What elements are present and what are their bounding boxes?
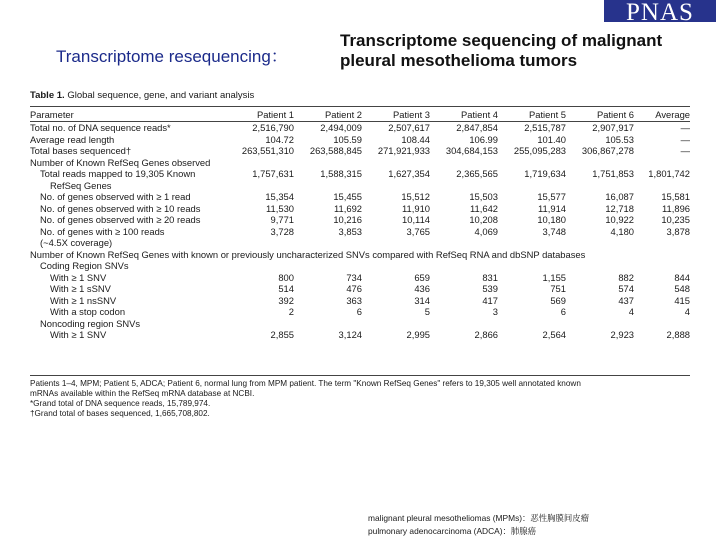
table-caption-text: Global sequence, gene, and variant analysis <box>67 90 255 101</box>
table-row <box>30 122 690 134</box>
table-cell <box>226 237 294 249</box>
table-cell: 263,588,845 <box>309 145 362 156</box>
table-cell: 11,530 <box>266 202 294 214</box>
table-cell: 10,922 <box>605 214 634 225</box>
table-cell: 106.99 <box>469 133 498 145</box>
table-cell: 3,124 <box>338 329 362 340</box>
table-cell: 539 <box>482 283 498 294</box>
table-bottom-rule <box>30 375 690 376</box>
row-label: No. of genes observed with ≥ 20 reads <box>40 214 201 225</box>
table-cell: 11,642 <box>470 202 498 214</box>
table-row <box>30 260 690 272</box>
table-cell <box>294 157 362 169</box>
row-label: With ≥ 1 nsSNV <box>50 294 117 306</box>
table-cell: 314 <box>414 294 430 306</box>
table-cell: 271,921,933 <box>377 145 430 156</box>
table-cell: 304,684,153 <box>445 145 498 156</box>
table-cell: 2,907,917 <box>592 122 634 133</box>
table-cell <box>362 260 430 272</box>
table-cell: — <box>680 133 690 145</box>
table-cell: 476 <box>346 283 362 294</box>
table-cell: 2,507,617 <box>388 122 430 133</box>
table-cell <box>226 180 294 192</box>
table-cell <box>294 180 362 192</box>
row-label: (~4.5X coverage) <box>40 237 113 248</box>
table-row <box>30 237 690 249</box>
table-cell <box>362 180 430 192</box>
table-cell: 101.40 <box>537 133 566 145</box>
row-label: Coding Region SNVs <box>40 260 129 271</box>
table-cell: 11,910 <box>402 202 430 214</box>
row-label: With ≥ 1 SNV <box>50 329 107 340</box>
table-cell: 104.72 <box>265 133 294 145</box>
table-cell: 255,095,283 <box>513 145 566 156</box>
table-cell: 9,771 <box>270 214 294 225</box>
table-cell: 751 <box>550 283 566 294</box>
table-cell: 3,748 <box>542 225 566 237</box>
table-footnotes <box>30 379 692 419</box>
table-cell: 415 <box>674 294 690 306</box>
table-cell: 437 <box>618 294 634 306</box>
table-cell <box>294 237 362 249</box>
table-cell: 831 <box>482 271 498 283</box>
table-cell: 4,069 <box>474 225 498 237</box>
table-cell: 6 <box>356 306 362 317</box>
table-cell: 15,512 <box>401 191 430 202</box>
table-cell: 1,757,631 <box>252 168 294 179</box>
column-header: Patient 3 <box>392 109 430 121</box>
table-cell: 11,692 <box>334 202 362 214</box>
table-cell <box>566 180 634 192</box>
table-row <box>30 134 690 146</box>
table-cell <box>634 318 690 330</box>
column-header: Parameter <box>30 109 74 121</box>
table-cell <box>294 318 362 330</box>
table-cell: 1,627,354 <box>388 168 430 179</box>
table-cell: 2,494,009 <box>320 122 362 133</box>
table-row <box>30 180 690 192</box>
table-row <box>30 318 690 330</box>
row-label: Noncoding region SNVs <box>40 317 141 329</box>
table-cell: 263,551,310 <box>241 145 294 156</box>
table-cell <box>362 318 430 330</box>
footnote: mRNAs available within the RefSeq mRNA database at NCBI. <box>30 389 255 398</box>
table-cell: 800 <box>278 271 294 283</box>
table-cell <box>498 237 566 249</box>
table-cell: 1,155 <box>542 271 566 283</box>
table-cell: 15,354 <box>265 191 294 202</box>
table-cell: 6 <box>560 306 566 317</box>
footnote: Patients 1–4, MPM; Patient 5, ADCA; Patient 6, normal lung from MPM patient. The term "Known RefSeq Genes" refers to 19,305 well annotated known <box>30 379 581 388</box>
table-cell <box>498 180 566 192</box>
table-row <box>30 306 690 318</box>
table-row <box>30 145 690 157</box>
table-cell: 3,765 <box>406 225 430 237</box>
footnote: *Grand total of DNA sequence reads, 15,789,974. <box>30 399 211 408</box>
table-caption <box>30 90 254 101</box>
table-cell <box>566 237 634 249</box>
row-label: Number of Known RefSeq Genes with known or previously uncharacterized SNVs compared with RefSeq RNA and dbSNP databases <box>30 248 586 260</box>
table-cell <box>430 260 498 272</box>
row-label: RefSeq Genes <box>50 179 112 191</box>
row-label: No. of genes with ≥ 100 reads <box>40 225 165 237</box>
column-header: Patient 5 <box>528 109 566 121</box>
table-cell: 2,888 <box>666 329 690 340</box>
glossary-line: malignant pleural mesotheliomas (MPMs)：恶性胸膜间皮瘤 <box>368 513 590 523</box>
column-header: Patient 4 <box>460 109 498 121</box>
table-cell: 15,577 <box>537 191 566 202</box>
table-cell: 15,455 <box>333 191 362 202</box>
column-header: Average <box>655 109 690 121</box>
table-row <box>30 203 690 215</box>
table-cell: — <box>680 122 690 133</box>
table-row <box>30 295 690 307</box>
table-cell: 417 <box>482 294 498 306</box>
table-cell: 10,180 <box>537 214 566 225</box>
table-cell <box>430 318 498 330</box>
row-label: No. of genes observed with ≥ 1 read <box>40 191 191 202</box>
table-cell: 659 <box>414 271 430 283</box>
glossary-line: pulmonary adenocarcinoma (ADCA)：肺腺癌 <box>368 526 537 536</box>
table-cell: 2 <box>288 306 294 317</box>
table-row <box>30 283 690 295</box>
table-cell <box>634 237 690 249</box>
table-row <box>30 214 690 226</box>
table-cell: 4,180 <box>610 225 634 237</box>
table-cell <box>226 260 294 272</box>
table-cell: 2,515,787 <box>524 122 566 133</box>
table-cell: 10,216 <box>333 214 362 225</box>
table-cell: 882 <box>618 271 634 283</box>
table-row <box>30 168 690 180</box>
table-cell <box>226 318 294 330</box>
table-cell: 12,718 <box>605 202 634 214</box>
table-cell: 105.59 <box>333 133 362 145</box>
table-cell: 10,235 <box>661 214 690 225</box>
table-cell: 574 <box>618 283 634 294</box>
column-header: Patient 2 <box>324 109 362 121</box>
row-label: With ≥ 1 sSNV <box>50 283 111 294</box>
table-cell: 548 <box>674 283 690 294</box>
table-cell: 15,503 <box>469 191 498 202</box>
table-cell: 4 <box>628 306 634 317</box>
footnote: †Grand total of bases sequenced, 1,665,708,802. <box>30 409 210 418</box>
table-cell: 2,923 <box>610 329 634 340</box>
table-cell: 2,516,790 <box>252 122 294 133</box>
table-cell: 2,995 <box>406 329 430 340</box>
table-cell: 1,588,315 <box>320 168 362 179</box>
row-label: With a stop codon <box>50 306 126 317</box>
table-cell: 2,855 <box>270 329 294 340</box>
table-cell <box>226 157 294 169</box>
row-label: No. of genes observed with ≥ 10 reads <box>40 202 201 214</box>
column-header: Patient 1 <box>256 109 294 121</box>
table-cell: 3 <box>492 306 498 317</box>
table-cell: 3,878 <box>666 225 690 237</box>
table-cell: 11,914 <box>538 202 566 214</box>
table-cell <box>634 260 690 272</box>
table-cell: 2,365,565 <box>456 168 498 179</box>
journal-logo: PNAS <box>604 0 716 22</box>
table-cell: 15,581 <box>661 191 690 202</box>
glossary <box>368 512 589 538</box>
table-row <box>30 226 690 238</box>
table-cell: 108.44 <box>401 133 430 145</box>
row-label: Number of Known RefSeq Genes observed <box>30 156 211 168</box>
table-cell: 363 <box>346 294 362 306</box>
table-cell: 5 <box>424 306 430 317</box>
row-label: Total bases sequenced† <box>30 145 132 156</box>
table-cell: 3,728 <box>270 225 294 237</box>
table-cell: 2,564 <box>542 329 566 340</box>
table-cell: 514 <box>278 283 294 294</box>
table-row <box>30 157 690 169</box>
table-cell <box>362 237 430 249</box>
row-label: Total reads mapped to 19,305 Known <box>40 168 196 179</box>
table-cell <box>430 237 498 249</box>
row-label: Total no. of DNA sequence reads* <box>30 122 171 133</box>
table-cell: 436 <box>414 283 430 294</box>
table-row <box>30 191 690 203</box>
table-cell: 4 <box>684 306 690 317</box>
table-top-rule <box>30 106 690 107</box>
table-cell <box>566 157 634 169</box>
table-cell: 734 <box>346 271 362 283</box>
table-cell: — <box>680 145 690 156</box>
table-cell: 105.53 <box>605 133 634 145</box>
table-cell: 569 <box>550 294 566 306</box>
table-row <box>30 249 690 261</box>
table-cell <box>634 157 690 169</box>
table-cell: 1,801,742 <box>648 168 690 179</box>
table-cell <box>498 318 566 330</box>
table-cell <box>566 260 634 272</box>
table-cell <box>430 157 498 169</box>
data-table <box>30 108 690 341</box>
table-cell: 16,087 <box>605 191 634 202</box>
table-cell <box>498 157 566 169</box>
table-caption-number: Table 1. <box>30 90 65 101</box>
table-cell: 844 <box>674 271 690 283</box>
table-cell <box>498 260 566 272</box>
table-cell: 2,866 <box>474 329 498 340</box>
table-cell <box>634 180 690 192</box>
row-label: Average read length <box>30 133 115 145</box>
slide-heading: Transcriptome resequencing： <box>56 47 288 66</box>
table-cell: 10,114 <box>402 214 430 225</box>
table-cell: 11,896 <box>662 202 690 214</box>
table-header-row <box>30 108 690 122</box>
table-row <box>30 329 690 341</box>
table-cell: 3,853 <box>338 225 362 237</box>
column-header: Patient 6 <box>596 109 634 121</box>
row-label: With ≥ 1 SNV <box>50 271 107 283</box>
table-cell <box>566 318 634 330</box>
table-cell: 1,751,853 <box>592 168 634 179</box>
table-cell <box>362 157 430 169</box>
table-cell: 1,719,634 <box>524 168 566 179</box>
table-cell: 392 <box>278 294 294 306</box>
paper-title: Transcriptome sequencing of malignant pleural mesothelioma tumors <box>340 31 663 70</box>
table-cell: 306,867,278 <box>581 145 634 156</box>
table-cell: 2,847,854 <box>456 122 498 133</box>
table-cell <box>294 260 362 272</box>
table-cell: 10,208 <box>469 214 498 225</box>
table-cell <box>430 180 498 192</box>
table-row <box>30 272 690 284</box>
